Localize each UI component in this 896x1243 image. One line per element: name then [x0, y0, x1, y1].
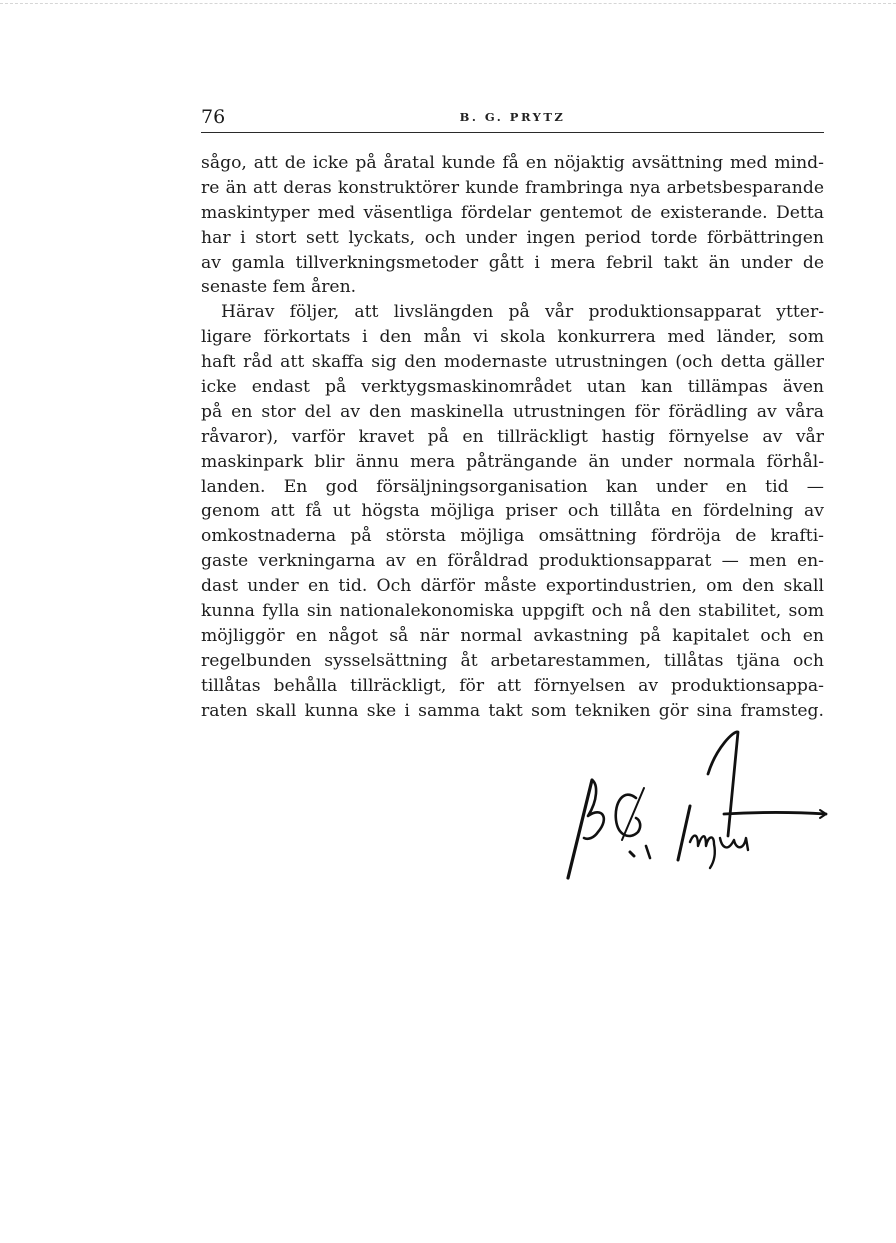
handwritten-signature	[558, 728, 830, 888]
text-line: raten skall kunna ske i samma takt som tekniken gör sina framsteg.	[201, 700, 824, 721]
text-line: regelbunden sysselsättning åt arbetarestammen, tillåtas tjäna och	[201, 650, 824, 671]
text-line: senaste fem åren.	[201, 277, 357, 298]
text-line: re än att deras konstruktörer kunde frambringa nya arbetsbesparande	[201, 177, 824, 198]
text-line: kunna fylla sin nationalekonomiska uppgift och nå den stabilitet, som	[201, 601, 824, 622]
text-line: Härav följer, att livslängden på vår produktionsapparat ytter-	[221, 302, 824, 323]
paragraph-2	[201, 300, 824, 723]
text-line: ligare förkortats i den mån vi skola konkurrera med länder, som	[201, 327, 824, 348]
text-line: möjliggör en något så när normal avkastning på kapitalet och en	[201, 625, 824, 646]
running-head: B. G. PRYTZ	[459, 110, 566, 124]
text-line: har i stort sett lyckats, och under ingen period torde förbättringen	[201, 227, 824, 248]
text-line: på en stor del av den maskinella utrustningen för förädling av våra	[201, 401, 824, 422]
page-top-edge	[0, 3, 896, 4]
body-text	[201, 151, 824, 723]
text-line: gaste verkningarna av en föråldrad produktionsapparat — men en-	[201, 551, 824, 572]
text-line: maskinpark blir ännu mera påträngande än under normala förhål-	[201, 451, 824, 472]
text-line: icke endast på verktygsmaskinområdet utan kan tillämpas även	[201, 377, 824, 398]
text-line: haft råd att skaffa sig den modernaste utrustningen (och detta gäller	[201, 352, 824, 373]
page-header	[201, 106, 824, 133]
text-line: av gamla tillverkningsmetoder gått i mera febril takt än under de	[201, 252, 824, 273]
paragraph-1	[201, 151, 824, 300]
text-line: landen. En god försäljningsorganisation kan under en tid —	[201, 476, 824, 497]
text-line: omkostnaderna på största möjliga omsättning fördröja de krafti-	[201, 526, 824, 547]
text-line: genom att få ut högsta möjliga priser och tillåta en fördelning av	[201, 501, 824, 522]
text-line: sågo, att de icke på åratal kunde få en nöjaktig avsättning med mind-	[201, 153, 824, 173]
text-line: råvaror), varför kravet på en tillräckligt hastig förnyelse av vår	[201, 426, 824, 447]
text-line: tillåtas behålla tillräckligt, för att förnyelsen av produktionsappa-	[201, 675, 824, 696]
text-line: dast under en tid. Och därför måste exportindustrien, om den skall	[201, 576, 824, 597]
page-number: 76	[201, 106, 226, 128]
text-line: maskintyper med väsentliga fördelar gentemot de existerande. Detta	[201, 202, 824, 223]
